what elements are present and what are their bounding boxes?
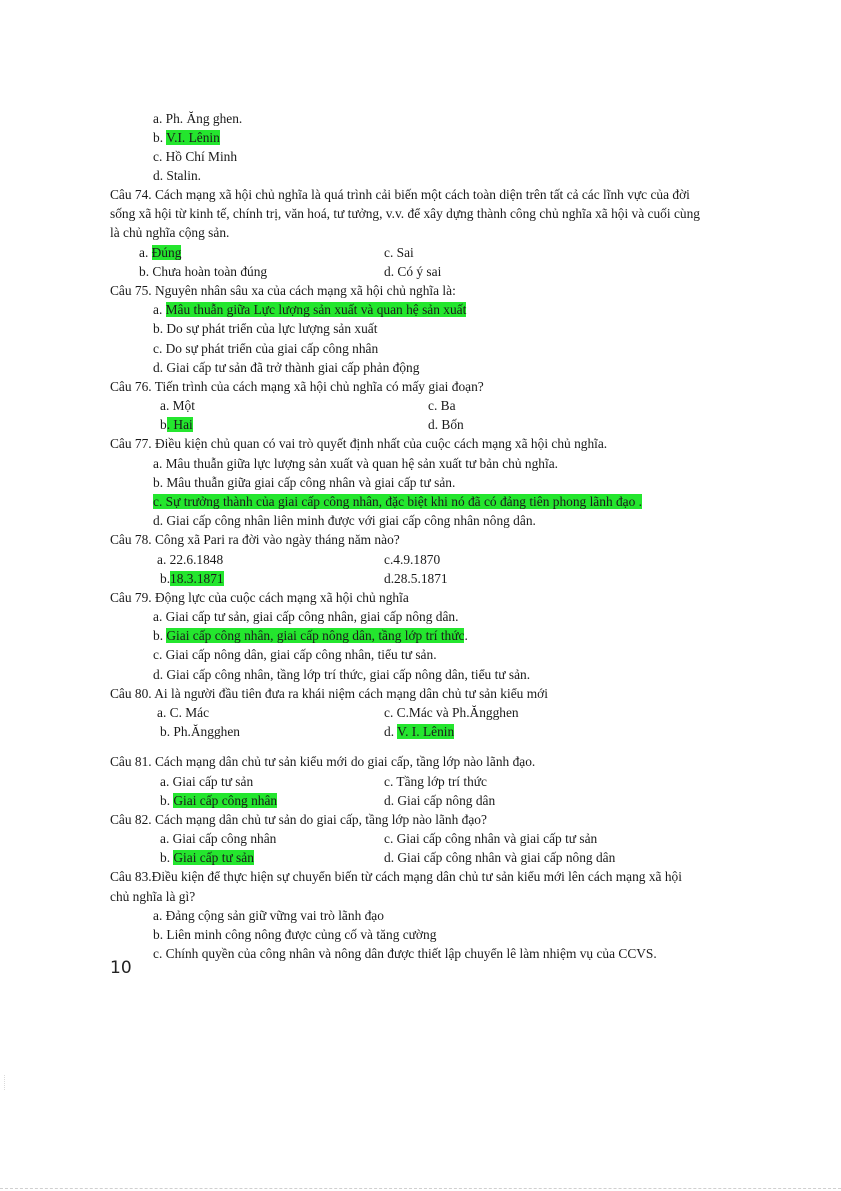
answer-line-correct bbox=[160, 792, 277, 809]
page-border bbox=[0, 1188, 841, 1189]
question-text: Câu 78. Công xã Pari ra đời vào ngày tháng năm nào? bbox=[110, 532, 400, 547]
answer-line: c. Sai bbox=[384, 245, 414, 260]
highlighted-answer: Đúng bbox=[151, 245, 182, 260]
answer-line: a. Mâu thuẫn giữa lực lượng sản xuất và quan hệ sản xuất tư bản chủ nghĩa. bbox=[153, 456, 558, 471]
answer-line: c. Giai cấp công nhân và giai cấp tư sản bbox=[384, 831, 598, 846]
question-text: Câu 81. Cách mạng dân chủ tư sản kiểu mới do giai cấp, tầng lớp nào lãnh đạo. bbox=[110, 754, 536, 769]
highlighted-answer: V. I. Lênin bbox=[397, 724, 455, 739]
question-text: Câu 75. Nguyên nhân sâu xa của cách mạng xã hội chủ nghĩa là: bbox=[110, 283, 456, 298]
answer-line: b. Ph.Ăngghen bbox=[160, 724, 240, 739]
answer-line: a. Đảng cộng sản giữ vững vai trò lãnh đạo bbox=[153, 908, 384, 923]
answer-line: b. Liên minh công nông được củng cố và tăng cường bbox=[153, 927, 437, 942]
question-text: là chủ nghĩa cộng sản. bbox=[110, 225, 230, 240]
answer-prefix: a. bbox=[139, 245, 152, 260]
answer-line-correct bbox=[160, 570, 224, 587]
answer-line-correct bbox=[160, 416, 193, 433]
scan-artifact bbox=[4, 1075, 5, 1090]
question-text: sống xã hội từ kinh tế, chính trị, văn hoá, tư tưởng, v.v. để xây dựng thành công chủ nghĩa xã hội và cuối cùng bbox=[110, 206, 700, 221]
answer-line: d. Giai cấp công nhân và giai cấp nông dân bbox=[384, 850, 616, 865]
answer-line: c. Hồ Chí Minh bbox=[153, 149, 238, 164]
question-text: Câu 76. Tiến trình của cách mạng xã hội chủ nghĩa có mấy giai đoạn? bbox=[110, 379, 484, 394]
answer-line: d. Stalin. bbox=[153, 168, 201, 183]
answer-line: b. Chưa hoàn toàn đúng bbox=[139, 264, 268, 279]
answer-suffix: . bbox=[464, 628, 468, 643]
answer-line: c. Giai cấp nông dân, giai cấp công nhân, tiểu tư sản. bbox=[153, 647, 437, 662]
answer-line: c. Ba bbox=[428, 398, 456, 413]
page-number: 10 bbox=[110, 958, 132, 978]
answer-prefix: b bbox=[160, 417, 167, 432]
question-text: Câu 83.Điều kiện để thực hiện sự chuyển biến từ cách mạng dân chủ tư sản kiểu mới lên cách mạng xã hội bbox=[110, 869, 682, 884]
answer-line: a. Một bbox=[160, 398, 195, 413]
answer-line: d. Giai cấp công nhân, tầng lớp trí thức, giai cấp nông dân, tiểu tư sản. bbox=[153, 667, 531, 682]
answer-line-correct bbox=[153, 301, 466, 318]
highlighted-answer: Giai cấp công nhân, giai cấp nông dân, tầng lớp trí thức bbox=[166, 628, 465, 643]
answer-line: b. Mâu thuẫn giữa giai cấp công nhân và giai cấp tư sản. bbox=[153, 475, 456, 490]
question-text: chủ nghĩa là gì? bbox=[110, 889, 196, 904]
question-text: Câu 80. Ai là người đầu tiên đưa ra khái niệm cách mạng dân chủ tư sản kiểu mới bbox=[110, 686, 548, 701]
answer-line: c. Chính quyền của công nhân và nông dân được thiết lập chuyển lê làm nhiệm vụ của CCVS. bbox=[153, 946, 657, 961]
answer-prefix: d. bbox=[384, 724, 398, 739]
answer-line: a. Ph. Ăng ghen. bbox=[153, 111, 243, 126]
answer-line: a. Giai cấp tư sản, giai cấp công nhân, giai cấp nông dân. bbox=[153, 609, 459, 624]
answer-line-correct bbox=[153, 129, 220, 146]
answer-line-correct bbox=[160, 849, 254, 866]
answer-line: d. Giai cấp tư sản đã trở thành giai cấp phản động bbox=[153, 360, 420, 375]
question-text: Câu 74. Cách mạng xã hội chủ nghĩa là quá trình cải biến một cách toàn diện trên tất cả các lĩnh vực của đời bbox=[110, 187, 690, 202]
question-text: Câu 79. Động lực của cuộc cách mạng xã hội chủ nghĩa bbox=[110, 590, 409, 605]
answer-line: a. Giai cấp công nhân bbox=[160, 831, 277, 846]
highlighted-answer: Giai cấp tư sản bbox=[173, 850, 254, 865]
answer-line-correct bbox=[139, 244, 181, 261]
question-text: Câu 82. Cách mạng dân chủ tư sản do giai cấp, tầng lớp nào lãnh đạo? bbox=[110, 812, 487, 827]
highlighted-answer: . Hai bbox=[166, 417, 193, 432]
answer-line: d. Giai cấp công nhân liên minh được với giai cấp công nhân nông dân. bbox=[153, 513, 536, 528]
answer-prefix: b. bbox=[153, 628, 167, 643]
answer-prefix: b. bbox=[160, 793, 174, 808]
answer-line: c.4.9.1870 bbox=[384, 552, 441, 567]
answer-line-correct bbox=[384, 723, 454, 740]
answer-line: b. Do sự phát triển của lực lượng sản xuất bbox=[153, 321, 378, 336]
answer-line: d. Có ý sai bbox=[384, 264, 442, 279]
highlighted-answer: V.I. Lênin bbox=[166, 130, 220, 145]
answer-line: a. 22.6.1848 bbox=[157, 552, 224, 567]
answer-line-correct bbox=[153, 493, 642, 510]
answer-line: a. Giai cấp tư sản bbox=[160, 774, 254, 789]
answer-line: a. C. Mác bbox=[157, 705, 210, 720]
highlighted-answer: Mâu thuẫn giữa Lực lượng sản xuất và quan hệ sản xuất bbox=[165, 302, 467, 317]
answer-line-correct bbox=[153, 627, 468, 644]
answer-line: d. Bốn bbox=[428, 417, 464, 432]
highlighted-answer: c. Sự trưởng thành của giai cấp công nhân, đặc biệt khi nó đã có đảng tiên phong lãnh đạo . bbox=[153, 494, 643, 509]
answer-line: d.28.5.1871 bbox=[384, 571, 448, 586]
answer-line: c. C.Mác và Ph.Ăngghen bbox=[384, 705, 519, 720]
question-text: Câu 77. Điều kiện chủ quan có vai trò quyết định nhất của cuộc cách mạng xã hội chủ nghĩa. bbox=[110, 436, 608, 451]
answer-prefix: b. bbox=[160, 850, 174, 865]
highlighted-answer: 18.3.1871 bbox=[170, 571, 224, 586]
answer-prefix: b. bbox=[153, 130, 167, 145]
answer-line: c. Do sự phát triển của giai cấp công nhân bbox=[153, 341, 379, 356]
highlighted-answer: Giai cấp công nhân bbox=[173, 793, 278, 808]
answer-prefix: b. bbox=[160, 571, 171, 586]
answer-line: c. Tầng lớp trí thức bbox=[384, 774, 487, 789]
answer-prefix: a. bbox=[153, 302, 166, 317]
answer-line: d. Giai cấp nông dân bbox=[384, 793, 496, 808]
